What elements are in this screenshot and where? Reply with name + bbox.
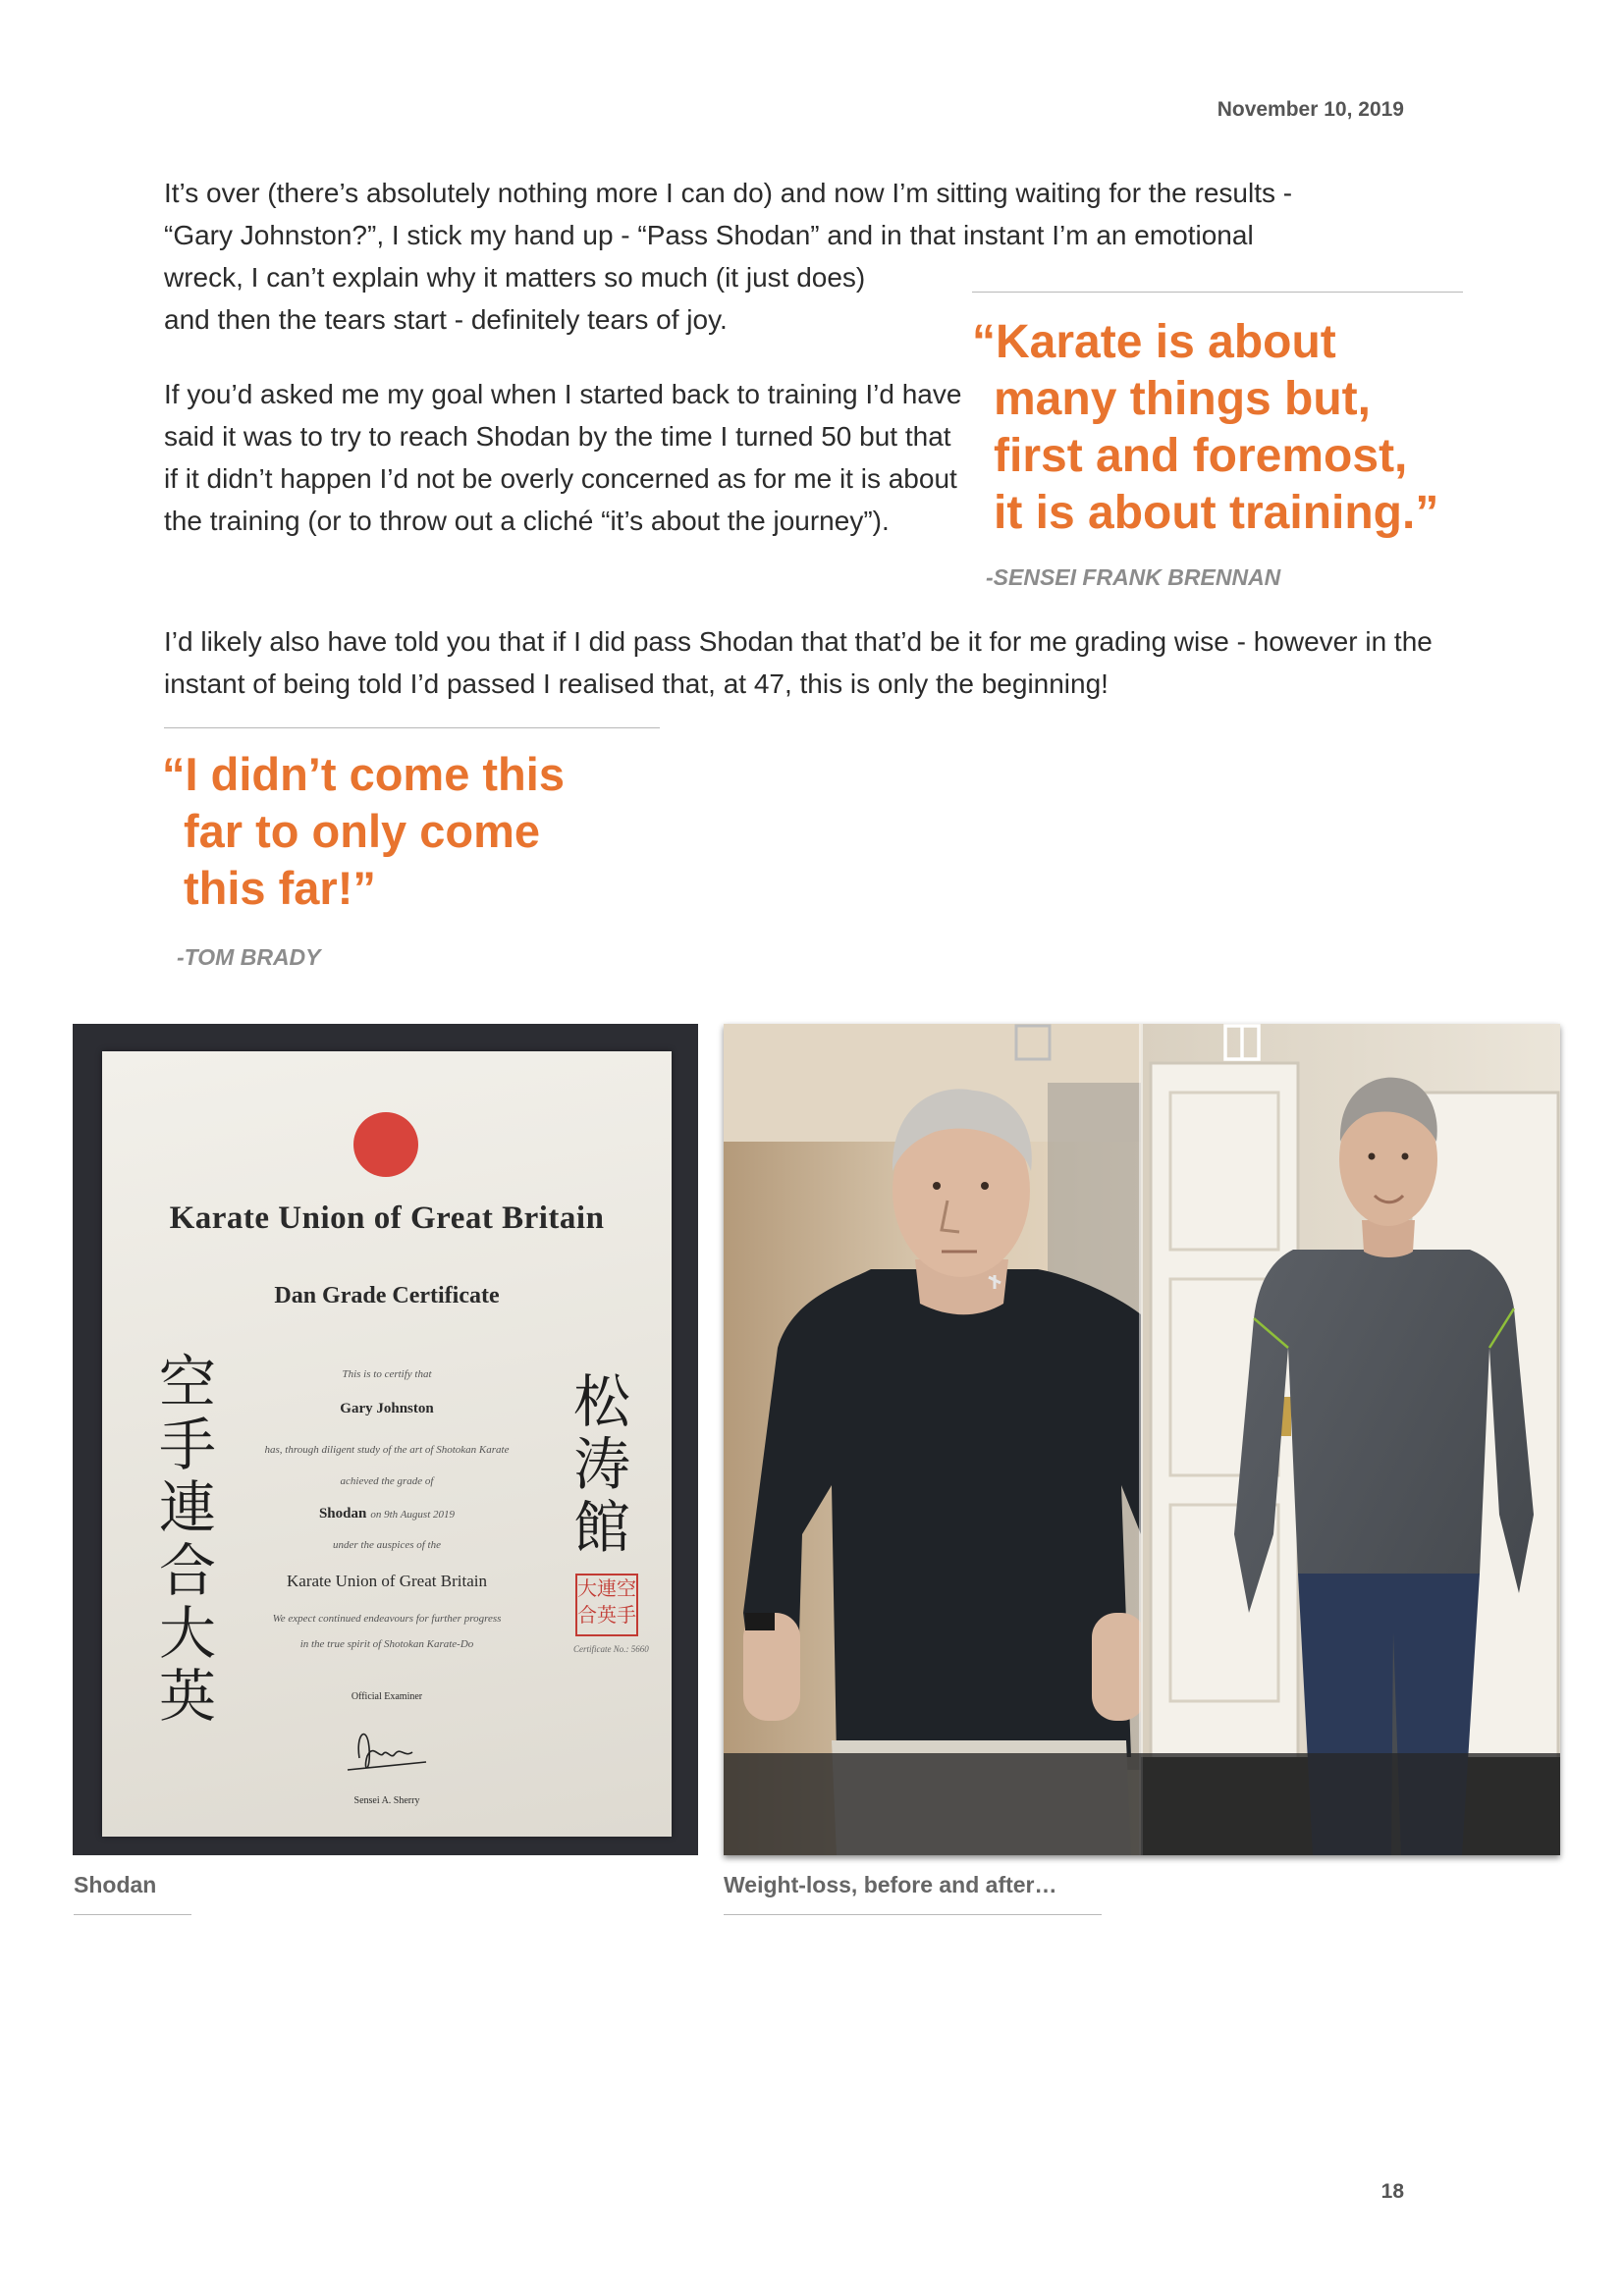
quote-divider (972, 292, 1463, 293)
quote-line: “I didn’t come this (162, 748, 565, 800)
examiner-label: Official Examiner (351, 1691, 423, 1702)
kanji-text: 空 手 連 合 大 英 (158, 1349, 216, 1730)
certificate-photo (73, 1024, 698, 1855)
seal-text: 大連空 合英手 (577, 1576, 636, 1627)
page-number: 18 (1380, 2180, 1404, 2203)
split-view-icon[interactable] (1223, 1024, 1261, 1061)
paragraph-goal: If you’d asked me my goal when I started back to training I’d have said it was to try to reach Shodan by the time I turned 50 but that if it didn’t happen I’d not be overly concerned as for me it is about the training (or to throw out a cliché “it’s about the journey”). (164, 379, 962, 536)
caption-underline (724, 1914, 1102, 1915)
certificate-union: Karate Union of Great Britain (287, 1572, 487, 1590)
certificate-date: on 9th August 2019 (370, 1509, 456, 1521)
photo-caption: Weight-loss, before and after… (724, 1872, 1057, 1897)
certificate-text: has, through diligent study of the art of Shotokan Karate (264, 1444, 510, 1456)
signatory-name: Sensei A. Sherry (353, 1795, 420, 1806)
certificate-title: Karate Union of Great Britain (169, 1201, 605, 1236)
certificate-text: We expect continued endeavours for further progress (272, 1613, 502, 1625)
paragraph-line: wreck, I can’t explain why it matters so much (it just does) (164, 262, 866, 293)
rising-sun-emblem (353, 1112, 418, 1177)
before-after-illustration (724, 1024, 1560, 1855)
photo-toolbar (724, 1753, 1560, 1855)
paragraph-line: It’s over (there’s absolutely nothing more I can do) and now I’m sitting waiting for the results - (164, 178, 1293, 208)
photo-caption: Shodan (74, 1872, 157, 1897)
quote-line: “Karate is about (972, 316, 1336, 368)
pull-quote-karate (972, 314, 1438, 542)
paragraph-line: “Gary Johnston?”, I stick my hand up - “Pass Shodan” and in that instant I’m an emotional (164, 220, 1254, 250)
before-after-photo (724, 1024, 1560, 1855)
quote-line: first and foremost, (994, 430, 1408, 482)
certificate-text: achieved the grade of (340, 1475, 434, 1487)
certificate-paper (102, 1051, 672, 1837)
quote-attribution: -SENSEI FRANK BRENNAN (986, 564, 1281, 590)
certificate-number: Certificate No.: 5660 (573, 1644, 649, 1654)
certificate-text: under the auspices of the (333, 1539, 441, 1551)
quote-line: this far!” (184, 862, 376, 914)
certificate-name: Gary Johnston (340, 1401, 434, 1416)
kanji-text: 松 涛 館 (572, 1368, 630, 1561)
quote-attribution: -TOM BRADY (177, 944, 321, 970)
quote-divider (164, 727, 660, 728)
paragraph-beginning: I’d likely also have told you that if I did pass Shodan that that’d be it for me grading wise - however in the instant of being told I’d passed I realised that, at 47, this is only the beginning! (164, 626, 1433, 699)
quote-line: it is about training.” (994, 487, 1439, 539)
pull-quote-brady (162, 746, 565, 917)
kanji-right (568, 1370, 636, 1559)
date: November 10, 2019 (1217, 98, 1404, 121)
certificate-grade: Shodan (318, 1506, 367, 1522)
quote-line: many things but, (994, 373, 1371, 425)
quote-line: far to only come (184, 805, 541, 857)
single-view-icon[interactable] (1014, 1024, 1052, 1061)
certificate-subtitle: Dan Grade Certificate (274, 1283, 500, 1308)
signature-icon (102, 1719, 672, 1788)
red-seal-stamp (575, 1574, 638, 1636)
certificate-text: This is to certify that (342, 1368, 432, 1380)
kanji-left (153, 1351, 222, 1728)
paragraph-line: and then the tears start - definitely tears of joy. (164, 304, 728, 335)
caption-underline (74, 1914, 191, 1915)
certificate-text: in the true spirit of Shotokan Karate-Do (299, 1638, 474, 1650)
